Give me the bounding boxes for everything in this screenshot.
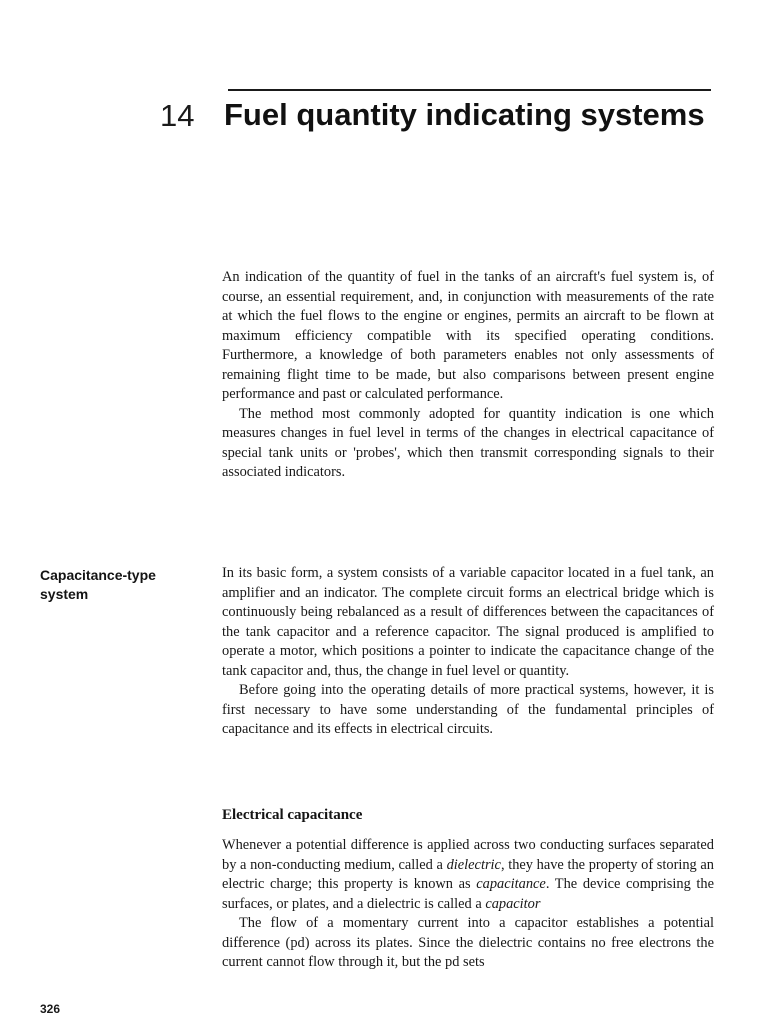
electrical-capacitance-section (222, 836, 714, 973)
electrical-capacitance-paragraph-1 (222, 836, 714, 914)
chapter-title-rule (228, 89, 711, 91)
capacitance-section (222, 564, 714, 740)
electrical-capacitance-paragraph-2: The flow of a momentary current into a capacitor establishes a potential difference (pd) across its plates. Since the dielectric contains no free electrons the current cannot flow through it, but the pd sets (222, 915, 714, 970)
page-number: 326 (40, 1002, 61, 1016)
text-run: , they have the property of storing an electric charge; this property is known as (222, 856, 714, 892)
side-heading-capacitance-type-system: Capacitance-type system (40, 567, 156, 602)
intro-paragraph-2: The method most commonly adopted for quantity indication is one which measures changes in fuel level in terms of the changes in electrical capacitance of special tank units or 'probes', which then transmit corresponding signals to their associated indicators. (222, 405, 714, 480)
intro-section (222, 268, 714, 483)
capacitance-paragraph-2: Before going into the operating details of more practical systems, however, it is first necessary to have some understanding of the fundamental principles of capacitance and its effects in electrical circuits. (222, 682, 714, 737)
intro-paragraph-1: An indication of the quantity of fuel in the tanks of an aircraft's fuel system is, of course, an essential requirement, and, in conjunction with measurements of the rate at which the fuel flows to the engine or engines, permits an aircraft to be flown at maximum efficiency compatible with its specified operating conditions. Furthermore, a knowledge of both parameters enables not only assessments of remaining flight time to be made, but also comparisons between present engine performance and past or calculated performance. (222, 269, 714, 402)
term-capacitor: capacitor (485, 895, 541, 912)
term-capacitance: capacitance (476, 876, 546, 892)
text-run: . The device comprising the surfaces, or plates, and a dielectric is called a (222, 876, 715, 912)
capacitance-paragraph-1: In its basic form, a system consists of a variable capacitor located in a fuel tank, an amplifier and an indicator. The complete circuit forms an electrical bridge which is continuously being rebalanced as a result of differences between the capacitances of the tank capacitor and a reference capacitor. The signal produced is amplified to operate a motor, which positions a pointer to indicate the capacitance change of the tank capacitor and, thus, the change in fuel level or quantity. (222, 565, 714, 679)
chapter-number: 14 (160, 98, 195, 133)
chapter-title: Fuel quantity indicating systems (224, 97, 705, 132)
term-dielectric: dielectric (446, 856, 501, 873)
text-run: Whenever a potential difference is applied across two conducting surfaces separated by a non-conducting medium, called a (222, 837, 714, 873)
subheading-electrical-capacitance: Electrical capacitance (222, 807, 363, 823)
